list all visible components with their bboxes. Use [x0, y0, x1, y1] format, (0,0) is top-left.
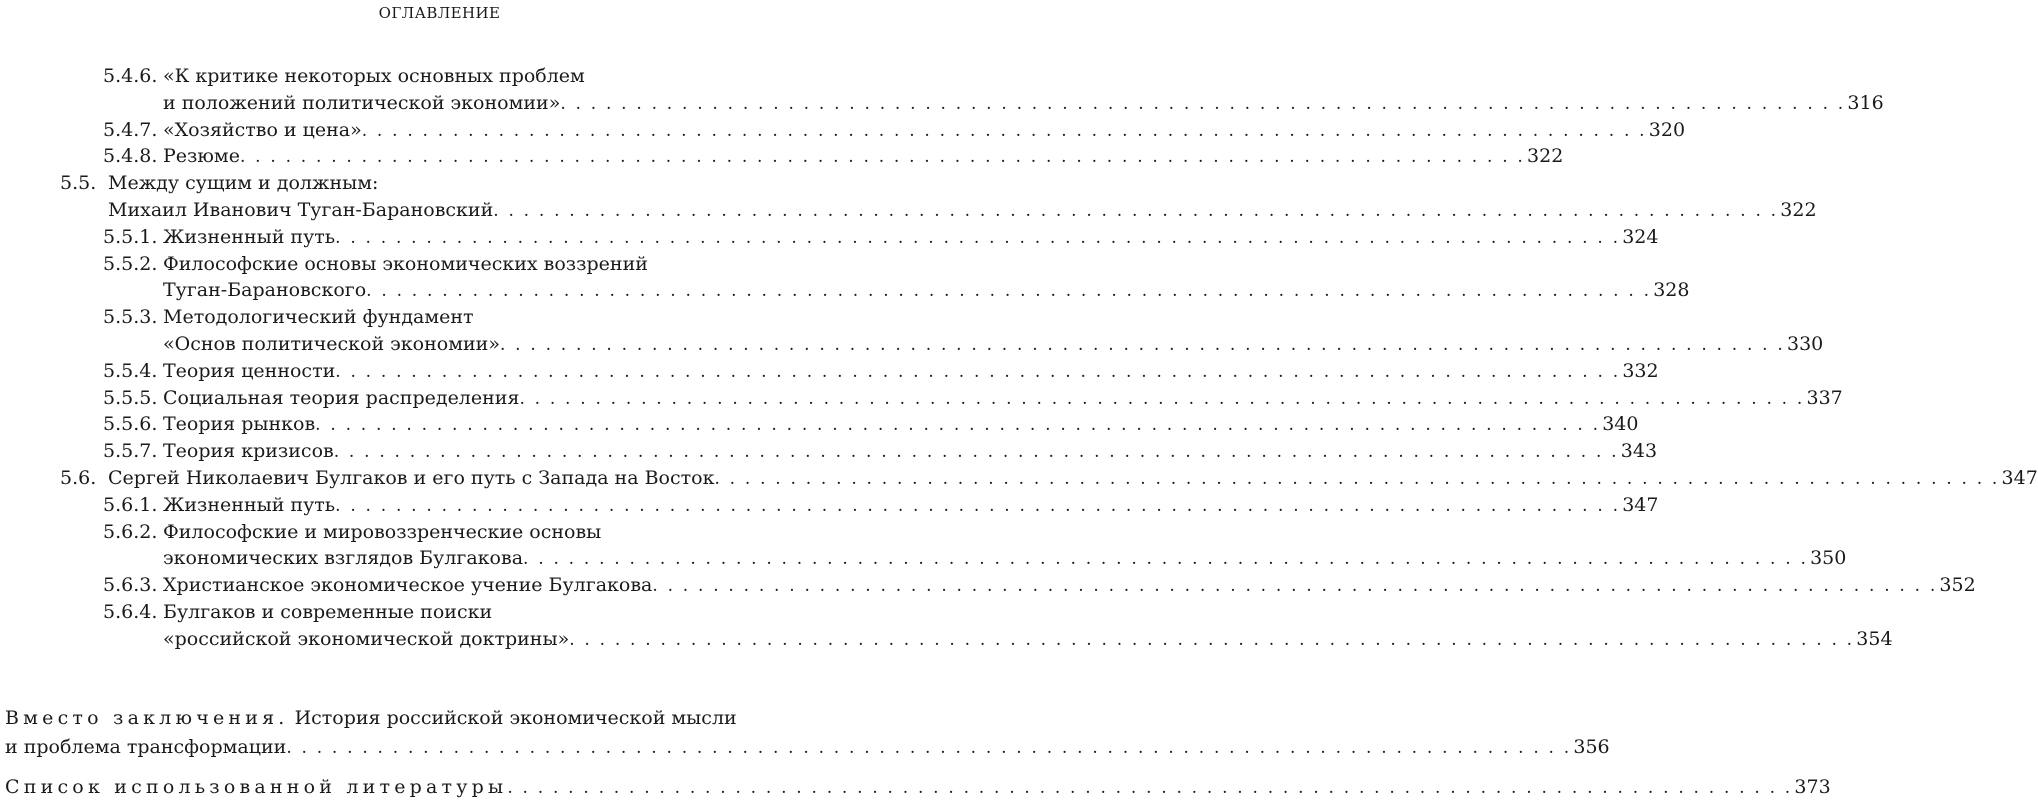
- toc-entry-title: и положений политической экономии»: [163, 91, 561, 114]
- toc-entry-line: [103, 251, 874, 277]
- toc-entry-line: [103, 224, 1659, 250]
- toc-page-number: 324: [1622, 225, 1659, 248]
- toc-entry-title: «Основ политической экономии»: [163, 333, 500, 355]
- toc-page-number: 350: [1810, 547, 1847, 570]
- toc-leader-dots: . . . . . . . . . . . . . . . . . . . . . . . . . . . . . . . . . . . . . . . . . . . . . . . . . . . . . . . . . . . . . . . . . . . . . . . . . . . . . . . . . . . . .: [499, 335, 1785, 355]
- toc-entry-line: [103, 411, 1639, 437]
- toc-leader-dots: . . . . . . . . . . . . . . . . . . . . . . . . . . . . . . . . . . . . . . . . . . . . . . . . . . . . . . . . . . . . . . . . . . . . . . . . . . . . . . . . . . . . .: [560, 93, 1846, 114]
- toc-entry-title: Философские и мировоззренческие основы: [163, 520, 602, 543]
- toc-conclusion-line: [5, 705, 874, 731]
- toc-entry-number: 5.5.4.: [103, 359, 158, 382]
- toc-page-number: 328: [1653, 279, 1690, 302]
- toc-entry-number: 5.5.3.: [103, 306, 158, 329]
- toc-page-number: 322: [1527, 145, 1564, 168]
- toc-entry-line: [103, 90, 1884, 116]
- toc-leader-dots: . . . . . . . . . . . . . . . . . . . . . . . . . . . . . . . . . . . . . . . . . . . . . . . . . . . . . . . . . . . . . . . . . . . . . . . . . . . . . . . . . . . . .: [569, 629, 1855, 650]
- toc-entry-number: 5.4.6.: [103, 65, 158, 87]
- toc-leader-dots: . . . . . . . . . . . . . . . . . . . . . . . . . . . . . . . . . . . . . . . . . . . . . . . . . . . . . . . . . . . . . . . . . . . . . . . . . . . . . . . . . . . . .: [366, 281, 1652, 302]
- toc-page-number: 340: [1602, 413, 1639, 436]
- toc-entry-line: [103, 545, 1847, 571]
- toc-page-number: 332: [1622, 359, 1659, 382]
- toc-entry-line: [103, 599, 874, 625]
- toc-entry-title: «К критике некоторых основных проблем: [163, 65, 585, 87]
- toc-entry-number: 5.5.6.: [103, 413, 158, 436]
- toc-entry-title: Михаил Иванович Туган-Барановский: [108, 199, 494, 221]
- toc-page-number: 330: [1787, 333, 1824, 355]
- toc-entry-title: Теория кризисов: [163, 440, 334, 463]
- toc-entry-number: 5.6.2.: [103, 520, 158, 543]
- toc-entry-line: [103, 626, 1893, 652]
- toc-leader-dots: . . . . . . . . . . . . . . . . . . . . . . . . . . . . . . . . . . . . . . . . . . . . . . . . . . . . . . . . . . . . . . . . . . . . . . . . . . . . . . . . . . . . .: [714, 469, 2000, 489]
- toc-leader-dots: . . . . . . . . . . . . . . . . . . . . . . . . . . . . . . . . . . . . . . . . . . . . . . . . . . . . . . . . . . . . . . . . . . . . . . . . . . . . . . . . . . . . .: [239, 147, 1526, 168]
- toc-entry-title: «российской экономической доктрины»: [163, 627, 570, 650]
- toc-entry-line: [103, 385, 1843, 411]
- toc-leader-dots: . . . . . . . . . . . . . . . . . . . . . . . . . . . . . . . . . . . . . . . . . . . . . . . . . . . . . . . . . . . . . . . . . . . . . . . . . . . . . . . . . . . . .: [493, 201, 1779, 221]
- toc-entry-title: Резюме: [163, 145, 240, 168]
- toc-leader-dots: . . . . . . . . . . . . . . . . . . . . . . . . . . . . . . . . . . . . . . . . . . . . . . . . . . . . . . . . . . . . . . . . . . . . . . . . . . . . . . . . . . . . .: [286, 737, 1572, 758]
- toc-leader-dots: . . . . . . . . . . . . . . . . . . . . . . . . . . . . . . . . . . . . . . . . . . . . . . . . . . . . . . . . . . . . . . . . . . . . . . . . . . . . . . . . . . . . .: [507, 778, 1793, 798]
- toc-entry-title: экономических взглядов Булгакова: [163, 547, 524, 570]
- toc-leader-dots: . . . . . . . . . . . . . . . . . . . . . . . . . . . . . . . . . . . . . . . . . . . . . . . . . . . . . . . . . . . . . . . . . . . . . . . . . . . . . . . . . . . . .: [335, 227, 1621, 248]
- toc-page-number: 322: [1780, 199, 1817, 221]
- toc-entry-title: Философские основы экономических воззрений: [163, 252, 648, 275]
- toc-entry-title: «Хозяйство и цена»: [163, 118, 362, 141]
- toc-leader-dots: . . . . . . . . . . . . . . . . . . . . . . . . . . . . . . . . . . . . . . . . . . . . . . . . . . . . . . . . . . . . . . . . . . . . . . . . . . . . . . . . . . . . .: [523, 549, 1809, 570]
- toc-entry-line: [60, 170, 874, 196]
- toc-entry-number: 5.5.2.: [103, 252, 158, 275]
- toc-entry-line: [103, 358, 1659, 384]
- toc-conclusion-label: Вместо заключения.: [5, 707, 289, 729]
- toc-entry-number: 5.4.7.: [103, 118, 158, 141]
- toc-entry-number: 5.6.: [60, 467, 97, 489]
- toc-conclusion-title: История российской экономической мысли: [294, 707, 737, 729]
- toc-leader-dots: . . . . . . . . . . . . . . . . . . . . . . . . . . . . . . . . . . . . . . . . . . . . . . . . . . . . . . . . . . . . . . . . . . . . . . . . . . . . . . . . . . . . .: [335, 495, 1621, 516]
- toc-page-number: 343: [1620, 440, 1658, 463]
- toc-leader-dots: . . . . . . . . . . . . . . . . . . . . . . . . . . . . . . . . . . . . . . . . . . . . . . . . . . . . . . . . . . . . . . . . . . . . . . . . . . . . . . . . . . . . .: [652, 576, 1938, 597]
- toc-entry-line: [103, 492, 1659, 518]
- toc-entry-title: Методологический фундамент: [163, 306, 474, 329]
- toc-entry-number: 5.4.8.: [103, 145, 158, 168]
- toc-page-number: 347: [1622, 493, 1659, 516]
- toc-entry-line: [103, 519, 874, 545]
- toc-bibliography-label: Список использованной литературы: [5, 776, 508, 798]
- toc-page-number: 347: [2001, 467, 2038, 489]
- page-header-title: ОГЛАВЛЕНИЕ: [378, 4, 501, 22]
- toc-entry-line: [103, 331, 1824, 357]
- toc-conclusion-line: [5, 734, 1610, 760]
- toc-leader-dots: . . . . . . . . . . . . . . . . . . . . . . . . . . . . . . . . . . . . . . . . . . . . . . . . . . . . . . . . . . . . . . . . . . . . . . . . . . . . . . . . . . . . .: [315, 415, 1601, 436]
- toc-entry-line: [103, 304, 874, 330]
- toc-page-number: 316: [1847, 91, 1884, 114]
- toc-entry-line: [103, 438, 1658, 464]
- toc-entry-title: Сергей Николаевич Булгаков и его путь с Запада на Восток: [108, 467, 715, 489]
- toc-page-number: 373: [1794, 776, 1831, 798]
- toc-entry-title: Туган-Барановского: [163, 279, 367, 302]
- toc-entry-number: 5.6.1.: [103, 493, 158, 516]
- toc-entry-title: Жизненный путь: [163, 493, 336, 516]
- toc-entry-number: 5.6.3.: [103, 574, 158, 597]
- toc-page-number: 320: [1648, 118, 1686, 141]
- toc-entry-line: [60, 465, 2038, 491]
- toc-leader-dots: . . . . . . . . . . . . . . . . . . . . . . . . . . . . . . . . . . . . . . . . . . . . . . . . . . . . . . . . . . . . . . . . . . . . . . . . . . . . . . . . . . . . .: [335, 361, 1621, 382]
- toc-page-number: 352: [1939, 574, 1976, 597]
- toc-entry-title: Социальная теория распределения: [163, 386, 520, 409]
- toc-entry-title: Теория рынков: [163, 413, 316, 436]
- toc-page-number: 337: [1806, 386, 1843, 409]
- toc-entry-number: 5.5.5.: [103, 386, 158, 409]
- toc-leader-dots: . . . . . . . . . . . . . . . . . . . . . . . . . . . . . . . . . . . . . . . . . . . . . . . . . . . . . . . . . . . . . . . . . . . . . . . . . . . . . . . . . . . . .: [361, 120, 1647, 141]
- toc-entry-line: [103, 572, 1976, 598]
- toc-entry-title: Булгаков и современные поиски: [163, 601, 493, 623]
- toc-conclusion-title: и проблема трансформации: [5, 735, 287, 758]
- toc-bibliography-line: [5, 774, 1831, 800]
- toc-entry-line: [103, 117, 1686, 143]
- toc-entry-number: 5.5.: [60, 172, 97, 195]
- toc-entry-number: 5.5.7.: [103, 440, 158, 463]
- toc-entry-number: 5.6.4.: [103, 601, 158, 623]
- toc-entry-title: Теория ценности: [163, 359, 336, 382]
- toc-page-number: 354: [1856, 627, 1893, 650]
- toc-leader-dots: . . . . . . . . . . . . . . . . . . . . . . . . . . . . . . . . . . . . . . . . . . . . . . . . . . . . . . . . . . . . . . . . . . . . . . . . . . . . . . . . . . . . .: [519, 388, 1805, 409]
- toc-entry-line: [103, 143, 1564, 169]
- toc-entry-title: Христианское экономическое учение Булгакова: [163, 574, 653, 597]
- toc-entry-title: Жизненный путь: [163, 225, 336, 248]
- toc-entry-title: Между сущим и должным:: [108, 172, 379, 195]
- toc-leader-dots: . . . . . . . . . . . . . . . . . . . . . . . . . . . . . . . . . . . . . . . . . . . . . . . . . . . . . . . . . . . . . . . . . . . . . . . . . . . . . . . . . . . . .: [333, 442, 1619, 463]
- toc-entry-line: [60, 197, 1817, 223]
- toc-entry-number: 5.5.1.: [103, 225, 158, 248]
- toc-page-number: 356: [1573, 735, 1610, 758]
- toc-entry-line: [103, 63, 874, 89]
- toc-entry-line: [103, 277, 1690, 303]
